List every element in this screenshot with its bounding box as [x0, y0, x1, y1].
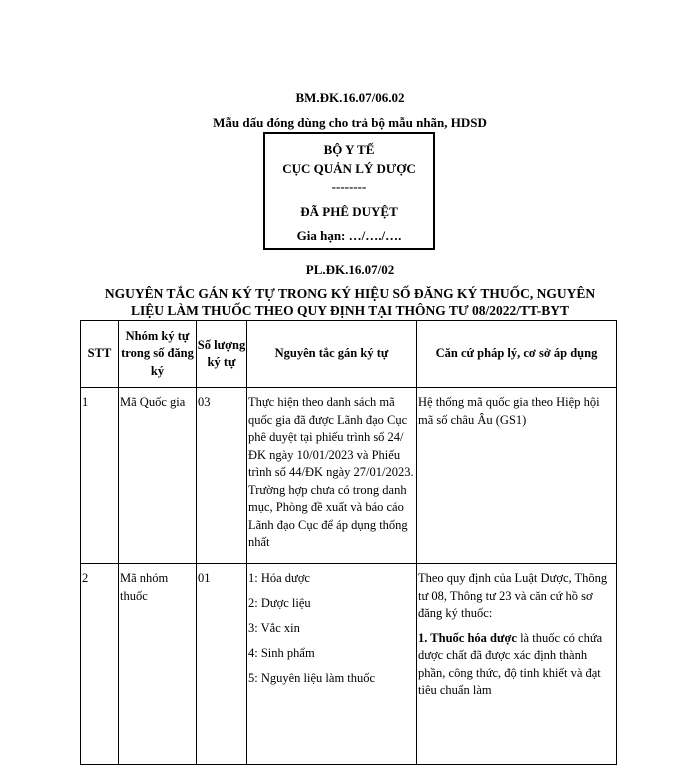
rules-table — [80, 320, 617, 765]
table-header-row — [81, 321, 617, 388]
stamp-ministry: BỘ Y TẾ — [323, 142, 375, 157]
header-group: Nhóm ký tự trong số đăng ký — [119, 321, 197, 388]
header-rule: Nguyên tắc gán ký tự — [247, 321, 417, 388]
row-group: Mã nhóm thuốc — [120, 571, 169, 603]
table-row — [81, 388, 617, 564]
approval-stamp — [263, 132, 435, 250]
document-code: PL.ĐK.16.07/02 — [305, 262, 395, 277]
table-row — [81, 564, 617, 765]
stamp-divider: -------- — [331, 179, 367, 194]
form-subtitle: Mẫu dấu đóng dùng cho trả bộ mẫu nhãn, HDSD — [213, 115, 487, 130]
rule-item: 2: Dược liệu — [248, 596, 311, 610]
stamp-department: CỤC QUẢN LÝ DƯỢC — [282, 161, 416, 176]
rule-item: 1: Hóa dược — [248, 571, 310, 585]
row-count: 03 — [198, 395, 211, 409]
document-title-line1: NGUYÊN TẮC GÁN KÝ TỰ TRONG KÝ HIỆU SỐ ĐĂNG KÝ THUỐC, NGUYÊN — [104, 286, 596, 301]
row-stt: 1 — [82, 395, 89, 409]
row-stt: 2 — [82, 571, 89, 585]
rule-item: 3: Vắc xin — [248, 621, 300, 635]
stamp-approved: ĐÃ PHÊ DUYỆT — [300, 204, 398, 219]
row-rule: Thực hiện theo danh sách mã quốc gia đã được Lãnh đạo Cục phê duyệt tại phiếu trình số 24/ĐK ngày 10/01/2023 và Phiếu trình số 44/ĐK ngày 27/01/2023. Trường hợp chưa có trong danh mục, Phòng đề xuất và báo cáo Lãnh đạo Cục để áp dụng thống nhất — [248, 395, 414, 549]
basis-bold: 1. Thuốc hóa dược — [418, 630, 517, 645]
stamp-expiry: Gia hạn: …/…./…. — [296, 228, 402, 243]
document-title — [0, 285, 700, 319]
basis-rest: là thuốc có chứa dược chất đã được xác định thành phần, công thức, độ tinh khiết và đạt tiêu chuẩn làm — [418, 630, 603, 697]
rule-item: 5: Nguyên liệu làm thuốc — [248, 671, 376, 685]
row-rule-list — [247, 564, 416, 688]
header-stt: STT — [81, 321, 119, 388]
row-count: 01 — [198, 571, 211, 585]
header-basis: Căn cứ pháp lý, cơ sở áp dụng — [417, 321, 617, 388]
row-basis: Hệ thống mã quốc gia theo Hiệp hội mã số châu Âu (GS1) — [418, 395, 600, 427]
rule-item: 4: Sinh phẩm — [248, 646, 315, 660]
row-group: Mã Quốc gia — [120, 395, 186, 409]
row-basis — [417, 564, 616, 700]
basis-detail — [418, 630, 614, 700]
basis-intro: Theo quy định của Luật Dược, Thông tư 08, Thông tư 23 và căn cứ hồ sơ đăng ký thuốc: — [418, 571, 608, 620]
document-title-line2: LIỆU LÀM THUỐC THEO QUY ĐỊNH TẠI THÔNG TƯ 08/2022/TT-BYT — [131, 303, 569, 318]
form-code: BM.ĐK.16.07/06.02 — [295, 90, 405, 105]
header-count: Số lượng ký tự — [197, 321, 247, 388]
